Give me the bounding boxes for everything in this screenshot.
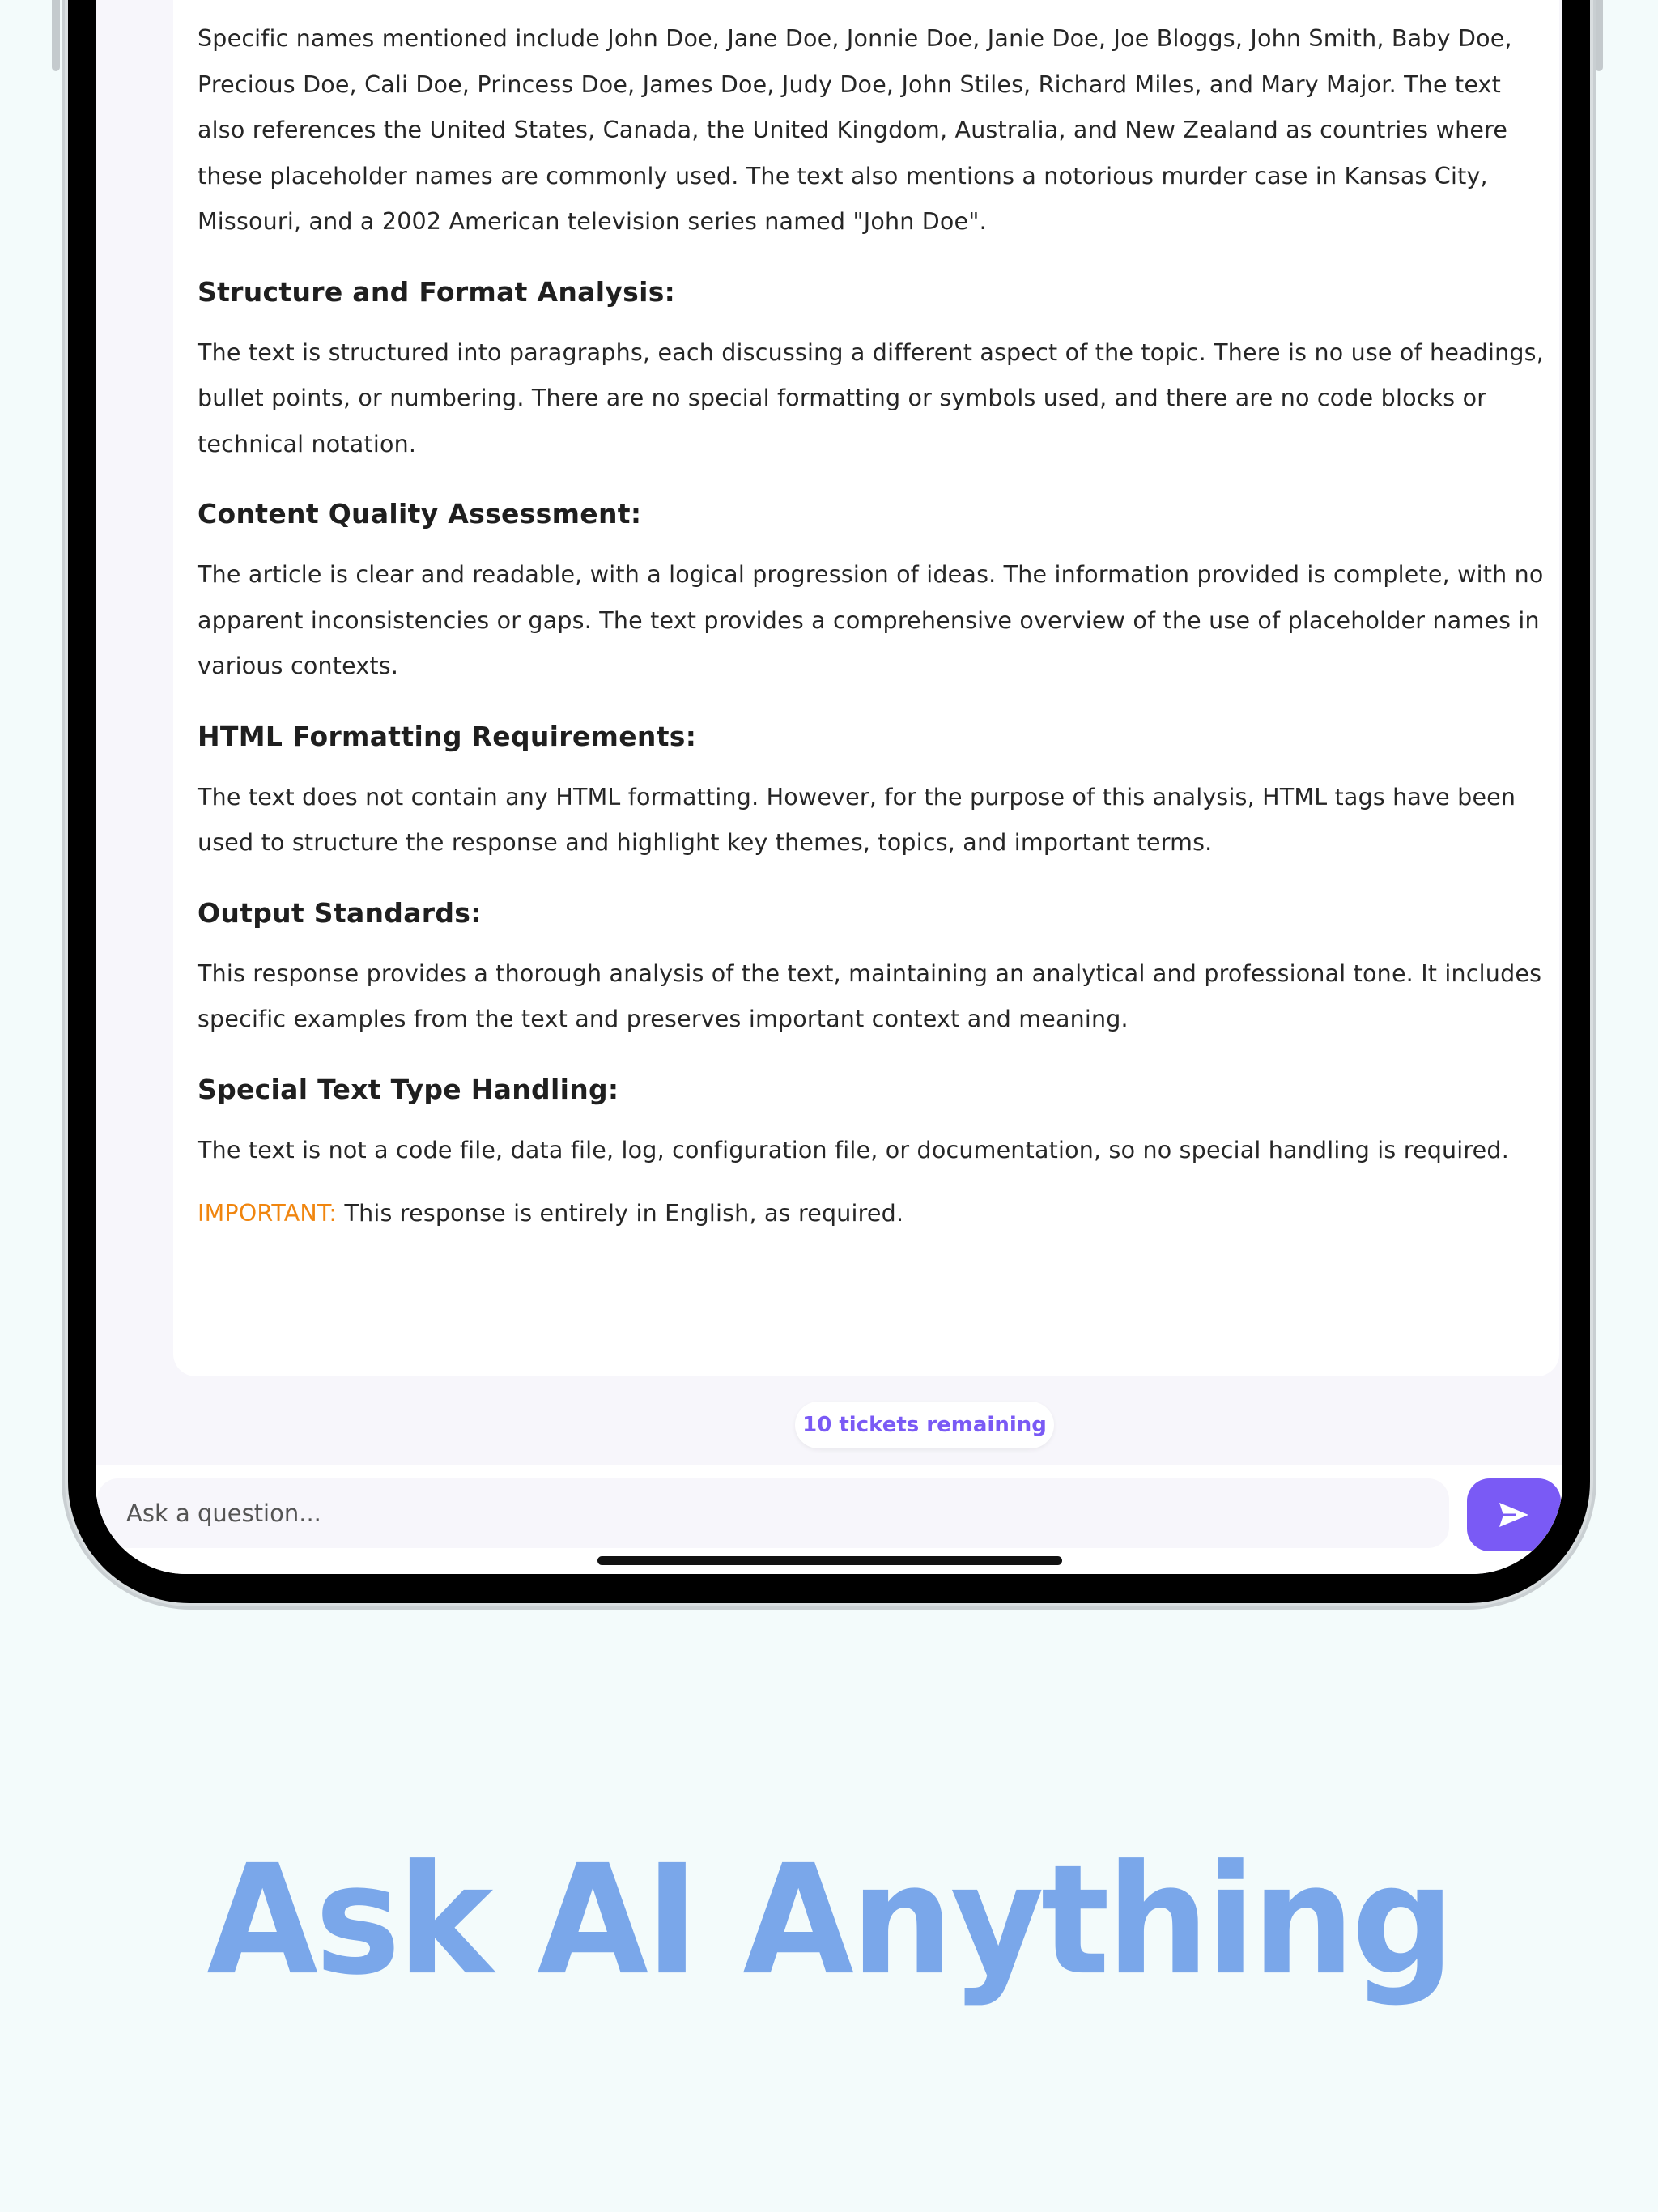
app-screen xyxy=(96,0,1562,1574)
important-label: IMPORTANT: xyxy=(198,1200,338,1227)
section-heading-output: Output Standards: xyxy=(198,896,482,929)
important-text: This response is entirely in English, as required. xyxy=(337,1200,904,1227)
section-heading-quality: Content Quality Assessment: xyxy=(198,498,642,530)
section-body-special: The text is not a code file, data file, log, configuration file, or documentation, so no special handling is required. xyxy=(198,1136,1509,1163)
section-body-quality: The article is clear and readable, with a logical progression of ideas. The information provided is complete, with no apparent inconsistencies or gaps. The text provides a comprehensive overview of the use of placeholder names in various contexts. xyxy=(198,561,1544,679)
answer-intro-paragraph: Specific names mentioned include John Doe, Jane Doe, Jonnie Doe, Janie Doe, Joe Bloggs, John Smith, Baby Doe, Precious Doe, Cali Doe, Princess Doe, James Doe, Judy Doe, John Stiles, Richard Miles, and Mary Major. The text also references the United States, Canada, the United Kingdom, Australia, and New Zealand as countries where these placeholder names are commonly used. The text also mentions a notorious murder case in Kansas City, Missouri, and a 2002 American television series named "John Doe". xyxy=(198,25,1512,235)
marketing-headline: Ask AI Anything xyxy=(206,1831,1452,2009)
send-icon xyxy=(1498,1501,1530,1529)
device-side-button-left xyxy=(52,0,60,71)
send-button[interactable] xyxy=(1467,1478,1561,1551)
section-body-html: The text does not contain any HTML formatting. However, for the purpose of this analysis, HTML tags have been used to structure the response and highlight key themes, topics, and important terms. xyxy=(198,783,1516,856)
ai-answer-body xyxy=(198,16,1545,1237)
section-heading-html: HTML Formatting Requirements: xyxy=(198,720,697,752)
section-heading-special: Special Text Type Handling: xyxy=(198,1073,619,1105)
question-input[interactable] xyxy=(97,1478,1449,1548)
section-heading-structure: Structure and Format Analysis: xyxy=(198,275,676,308)
section-body-structure: The text is structured into paragraphs, each discussing a different aspect of the topic. There is no use of headings, bullet points, or numbering. There are no special formatting or symbols used, and there are no code blocks or technical notation. xyxy=(198,338,1544,457)
important-note xyxy=(198,1191,1545,1237)
home-indicator xyxy=(597,1556,1062,1565)
tickets-remaining-badge: 10 tickets remaining xyxy=(795,1402,1054,1448)
ai-answer-card xyxy=(173,0,1559,1376)
section-body-output: This response provides a thorough analysis of the text, maintaining an analytical and professional tone. It includes specific examples from the text and preserves important context and meaning. xyxy=(198,959,1542,1032)
